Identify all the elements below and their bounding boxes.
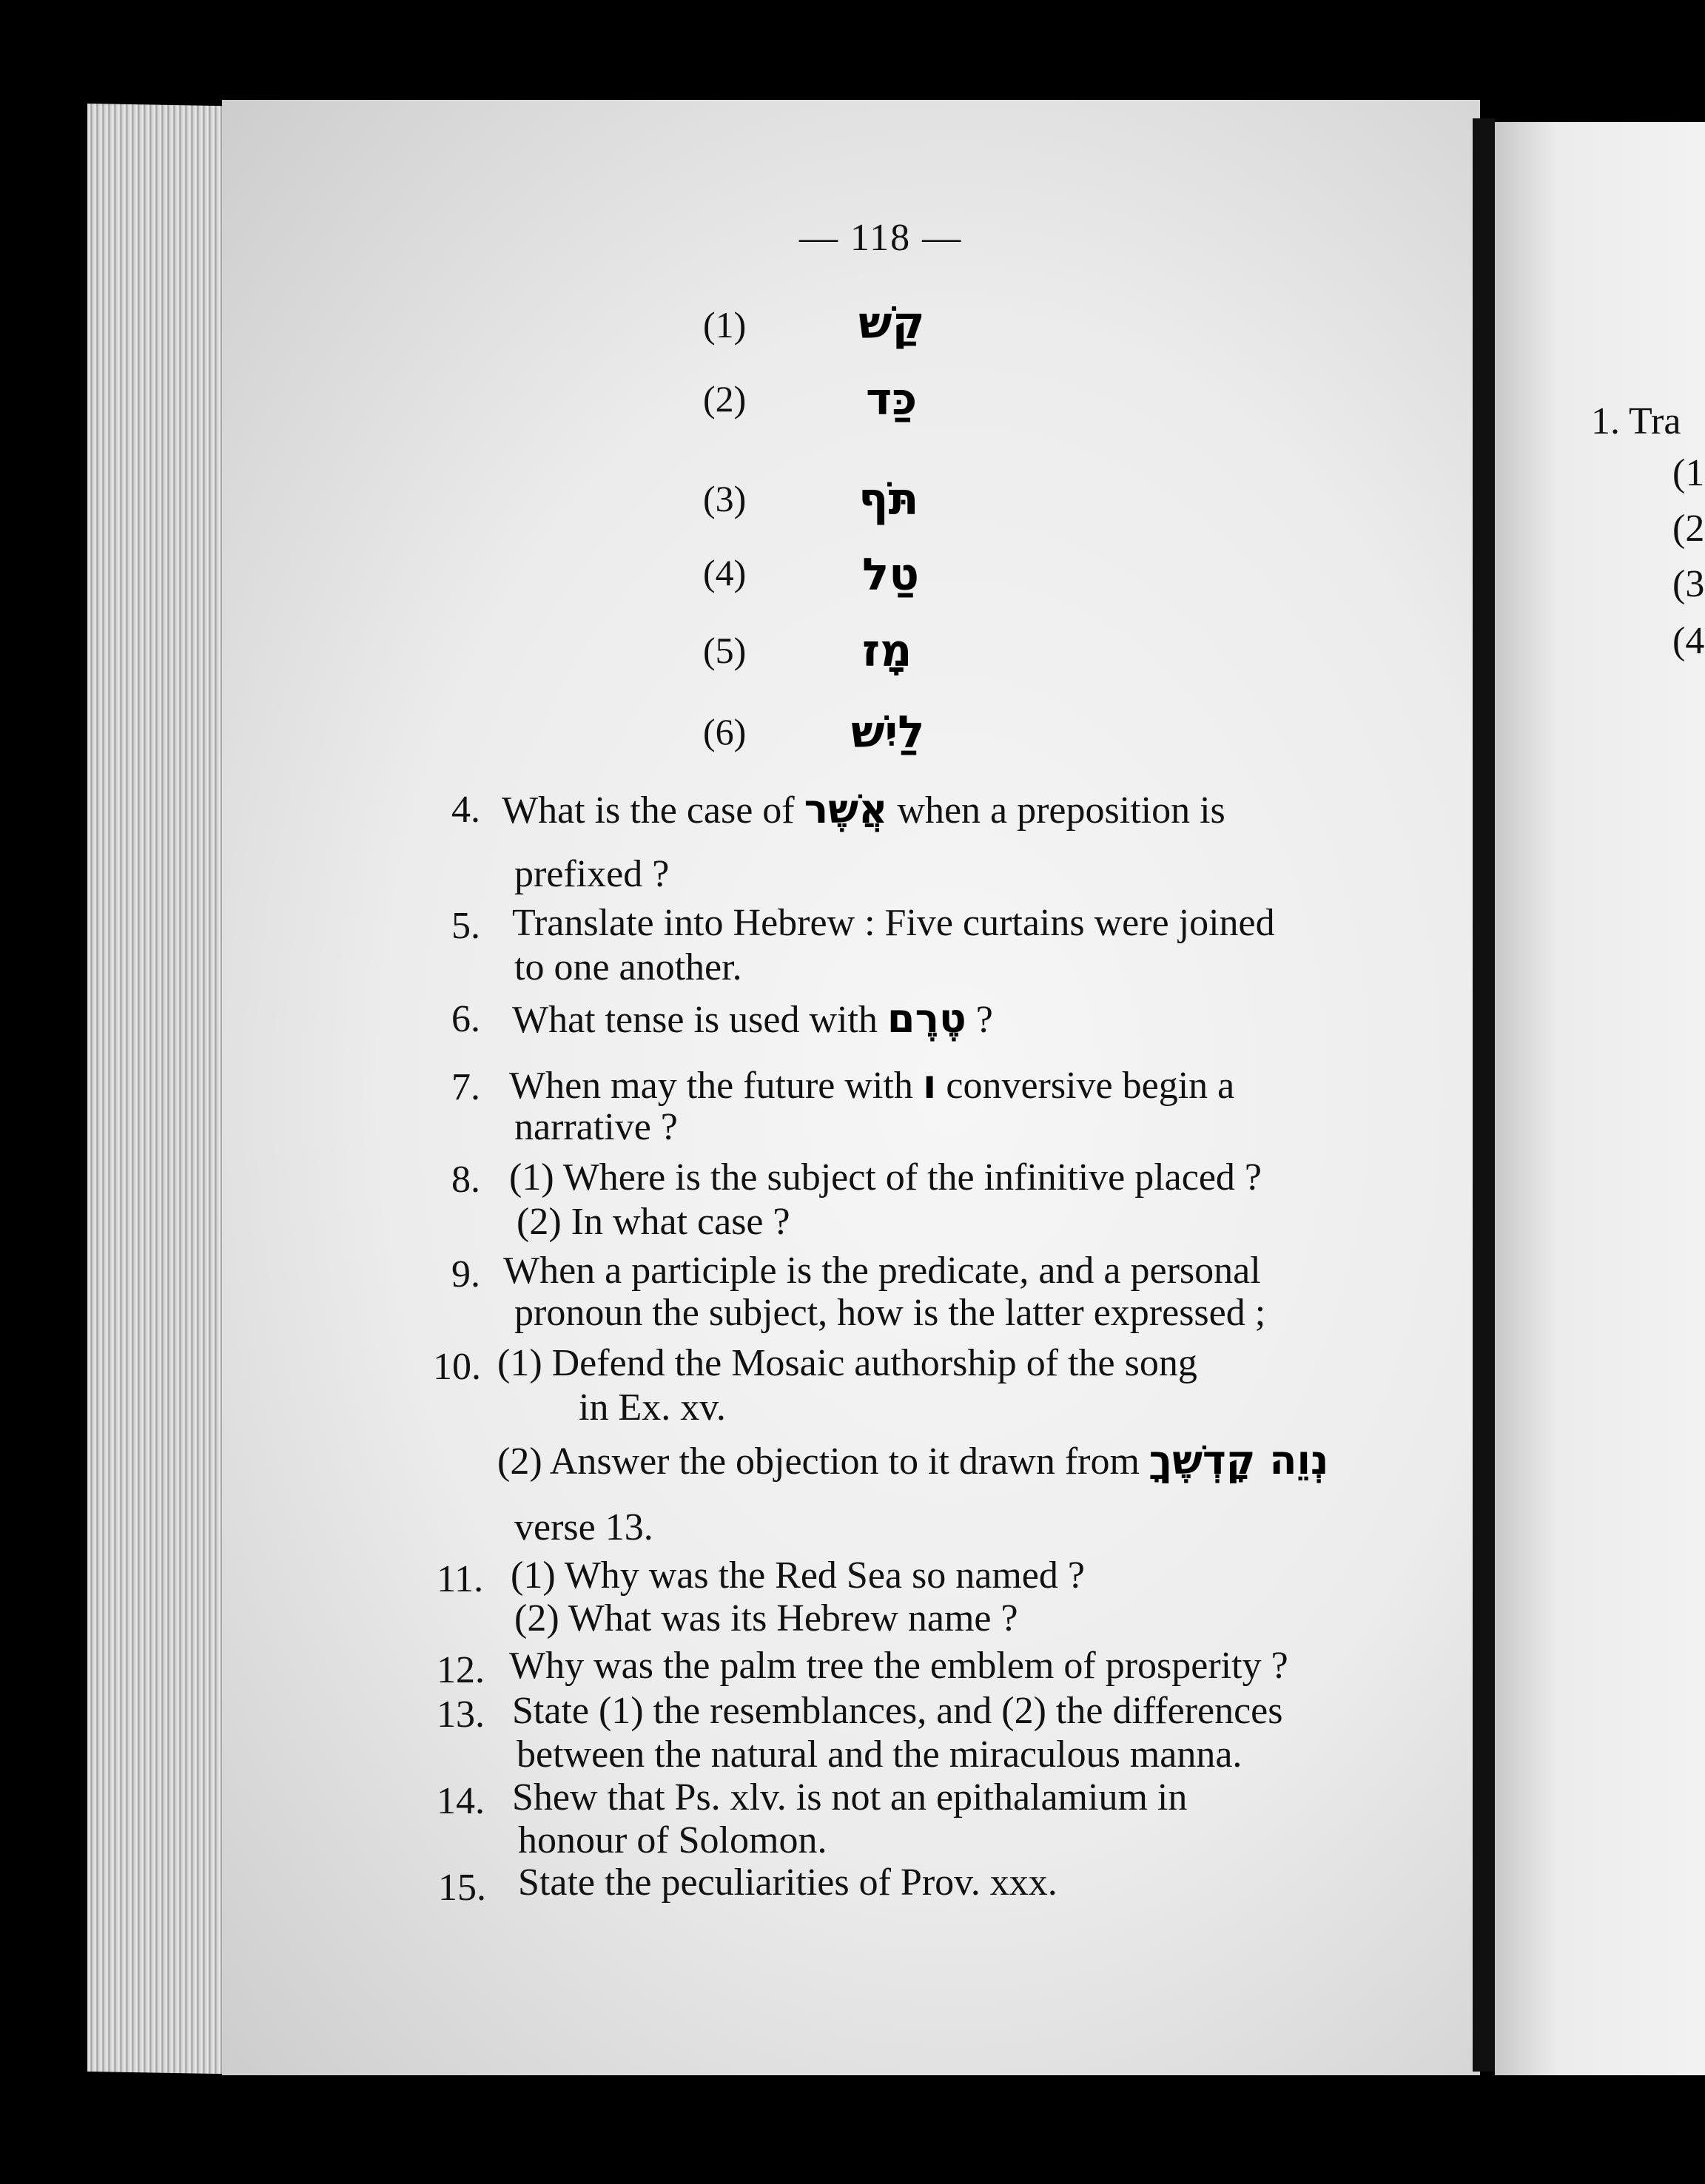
question-text: Why was the palm tree the emblem of prosperity ? [509,1645,1288,1687]
list-item-label: (4) [703,552,747,593]
question-number: 6. [451,998,480,1040]
right-page-line: (4 [1672,620,1705,662]
list-item-hebrew: כַּד [866,374,918,425]
question-text: between the natural and the miraculous manna. [517,1733,1242,1776]
question-text: pronoun the subject, how is the latter expressed ; [514,1292,1266,1334]
question-text-part: (2) Answer the objection to it drawn from [497,1440,1140,1483]
question-text [497,1437,1328,1483]
question-text: (1) Why was the Red Sea so named ? [511,1554,1085,1597]
list-item-hebrew: תֹּף [858,473,919,525]
question-number: 11. [437,1558,484,1600]
question-number: 8. [451,1159,480,1201]
question-text: Translate into Hebrew : Five curtains were joined [512,902,1275,944]
hebrew-phrase: נְוֵה קָדְשֶׁךָ [1149,1437,1329,1483]
question-number: 7. [451,1066,480,1108]
question-text: (1) Defend the Mosaic authorship of the song [497,1342,1197,1384]
question-text: State (1) the resemblances, and (2) the differences [512,1690,1283,1732]
question-text-part: What is the case of [502,789,795,832]
book-gutter [1473,118,1495,2072]
right-page-line: 1. Tra [1591,400,1681,442]
hebrew-letter: ו [922,1061,937,1108]
question-text: narrative ? [514,1106,678,1148]
question-number: 15. [438,1867,486,1909]
question-text-part: conversive begin a [946,1065,1235,1107]
question-text-part: What tense is used with [512,999,878,1041]
question-number: 14. [437,1780,485,1822]
question-text: honour of Solomon. [518,1819,827,1861]
list-item-hebrew: מָז [862,625,912,677]
list-item-hebrew: קַשׁ [858,297,925,349]
right-page-line: (3 [1672,563,1705,605]
question-text-part: ? [975,999,993,1041]
question-number: 4. [451,789,480,831]
right-page-line: (2 [1672,508,1705,550]
question-text: (1) Where is the subject of the infinitive placed ? [509,1156,1262,1199]
question-text: State the peculiarities of Prov. xxx. [518,1861,1057,1904]
question-text: (2) In what case ? [517,1201,790,1243]
list-item-label: (2) [703,378,747,419]
list-item-hebrew: טַל [862,549,920,601]
question-number: 9. [451,1253,480,1295]
question-number: 12. [437,1649,485,1691]
question-text: verse 13. [514,1506,653,1548]
page-number: — 118 — [799,217,963,259]
list-item-label: (6) [703,711,747,752]
question-number: 10. [433,1346,481,1388]
question-text: When a participle is the predicate, and a personal [503,1250,1261,1292]
question-text: Shew that Ps. xlv. is not an epithalamium in [512,1776,1188,1819]
question-text: in Ex. xv. [579,1386,726,1429]
question-text-part: when a preposition is [897,789,1225,832]
hebrew-word: אֲשֶׁר [804,786,888,832]
right-page-line: (1 [1672,452,1705,494]
question-text: to one another. [514,946,742,988]
list-item-label: (5) [703,630,747,671]
question-text: prefixed ? [514,853,670,895]
right-page [1495,122,1705,2075]
question-text [509,1061,1234,1108]
list-item-hebrew: לַיִשׁ [851,707,925,758]
question-text [512,995,993,1042]
question-number: 5. [451,905,480,947]
list-item-label: (3) [703,478,747,519]
question-text: (2) What was its Hebrew name ? [514,1597,1018,1639]
question-text [502,786,1225,832]
hebrew-word: טֶרֶם [887,995,966,1042]
list-item-label: (1) [703,304,747,346]
question-number: 13. [437,1693,485,1736]
question-text-part: When may the future with [509,1065,913,1107]
